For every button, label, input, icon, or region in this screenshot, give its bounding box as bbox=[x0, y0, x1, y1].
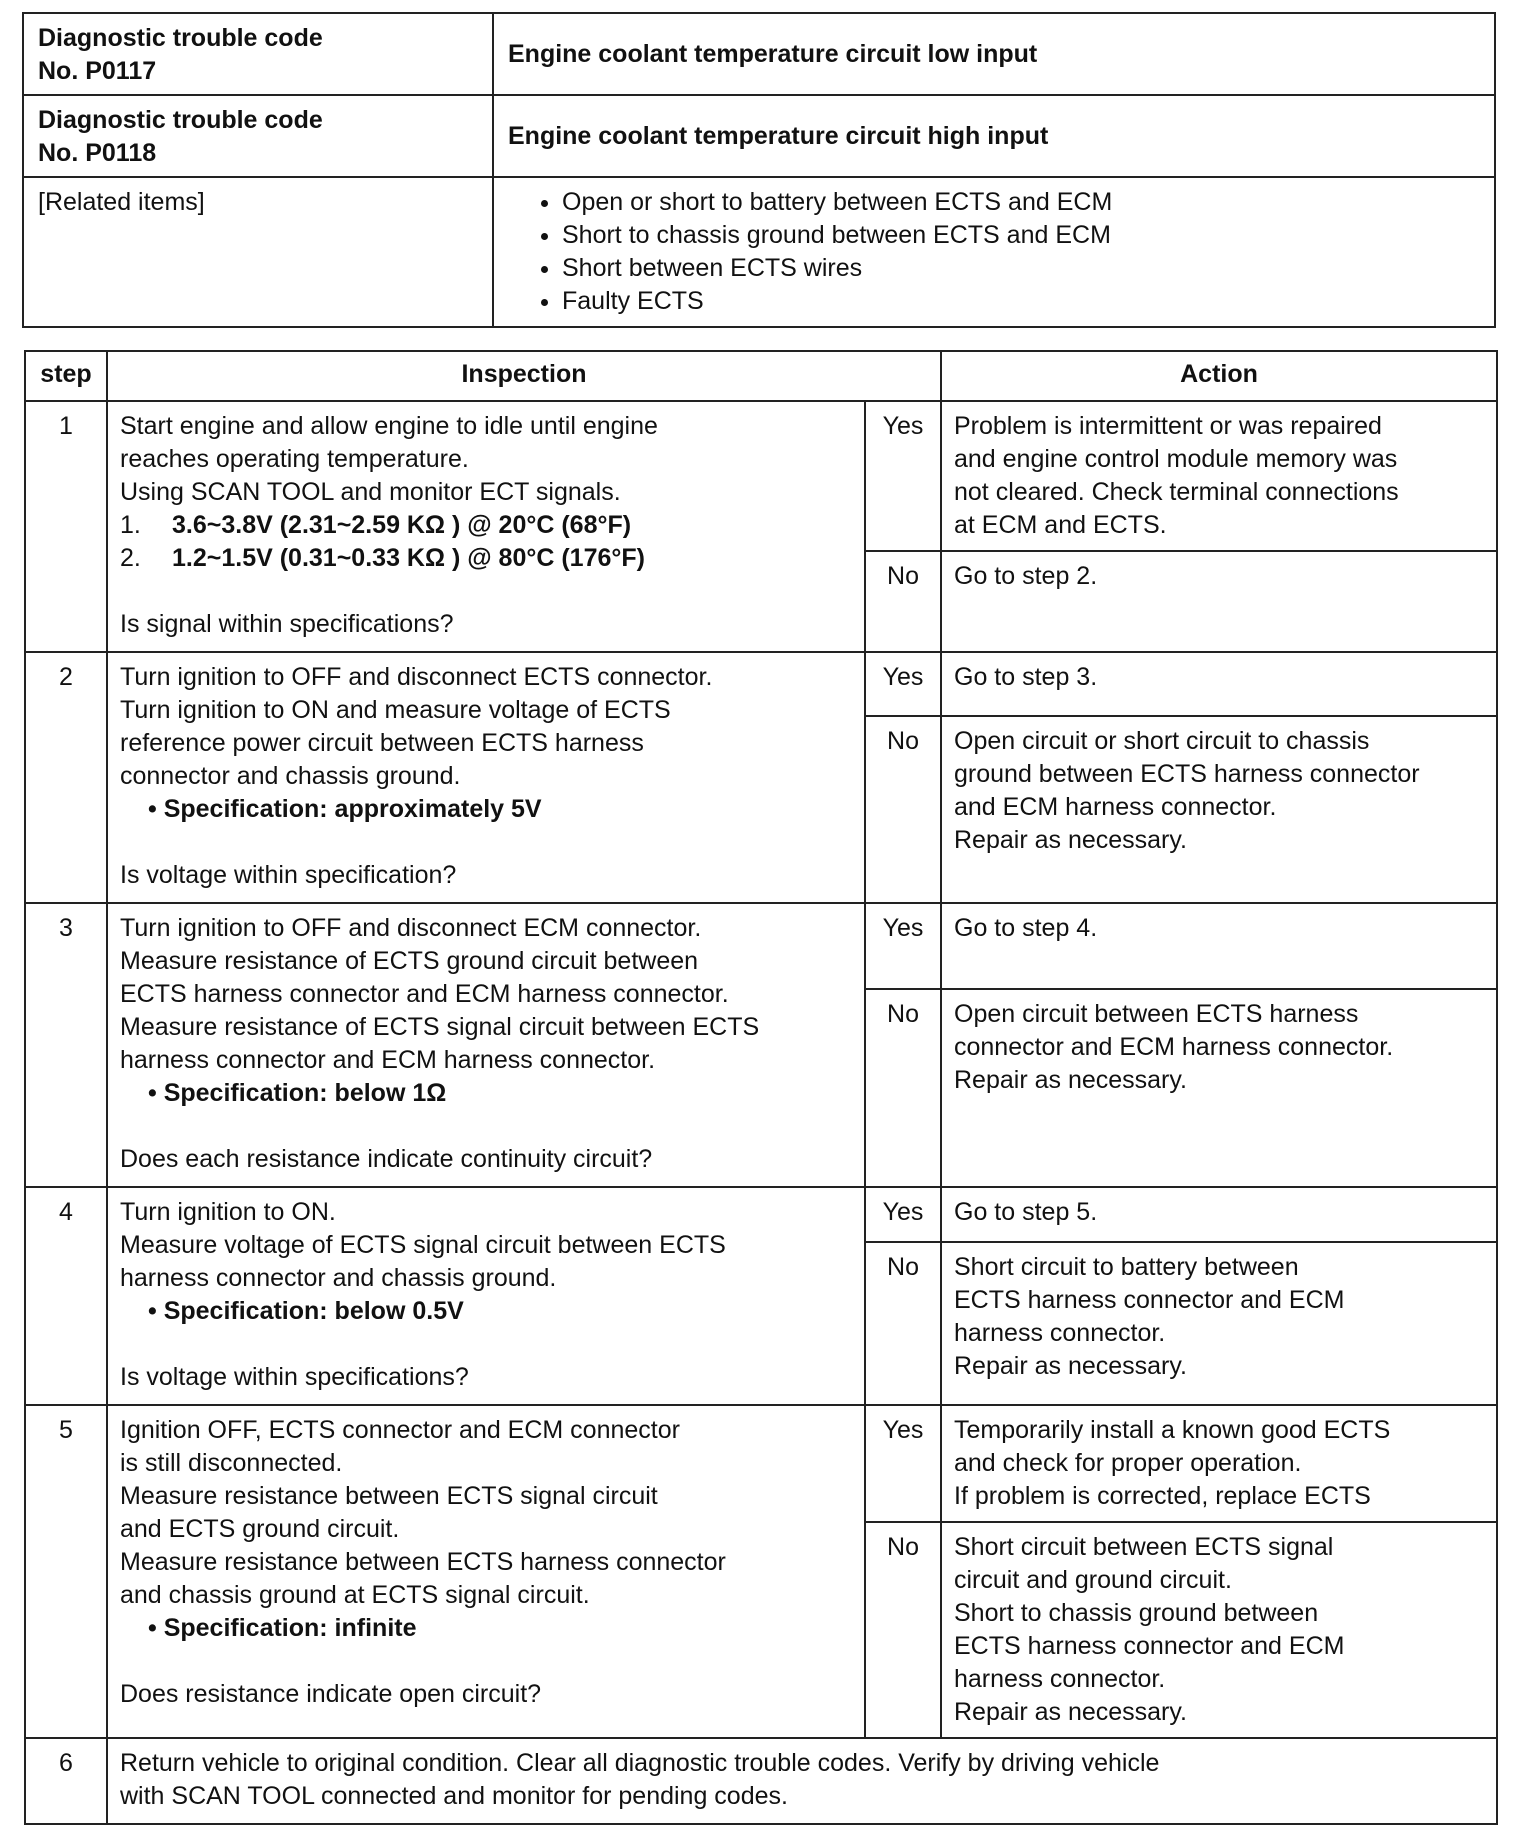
inspection-line: Return vehicle to original condition. Clear all diagnostic trouble codes. Verify by driving vehicle bbox=[120, 1749, 1160, 1777]
yes-action bbox=[941, 1405, 1497, 1522]
steps-table bbox=[24, 350, 1498, 1825]
action-line: Repair as necessary. bbox=[954, 825, 1187, 854]
action-line: at ECM and ECTS. bbox=[954, 511, 1167, 539]
inspection-question: Is voltage within specification? bbox=[120, 861, 457, 889]
inspection-line: Turn ignition to OFF and disconnect ECTS connector. bbox=[120, 663, 713, 691]
no-action bbox=[941, 1522, 1497, 1738]
inspection-line: Ignition OFF, ECTS connector and ECM connector bbox=[120, 1416, 680, 1444]
no-action bbox=[941, 1242, 1497, 1405]
action-line: Go to step 4. bbox=[954, 914, 1098, 942]
inspection-line: ECTS harness connector and ECM harness connector. bbox=[120, 980, 729, 1008]
related-items-row bbox=[23, 177, 1495, 327]
spec-item bbox=[120, 542, 852, 575]
header-inspection: Inspection bbox=[107, 351, 941, 401]
action-line: connector and ECM harness connector. bbox=[954, 1033, 1394, 1062]
no-action bbox=[941, 551, 1497, 652]
dtc-description: Engine coolant temperature circuit low input bbox=[493, 13, 1495, 95]
inspection-line: Measure voltage of ECTS signal circuit between ECTS bbox=[120, 1231, 726, 1259]
action-line: Repair as necessary. bbox=[954, 1698, 1187, 1726]
yes-label: Yes bbox=[865, 652, 941, 716]
inspection-line: Turn ignition to ON and measure voltage of ECTS bbox=[120, 696, 671, 724]
spec-item bbox=[120, 509, 852, 542]
inspection-line: Measure resistance between ECTS harness connector bbox=[120, 1548, 726, 1576]
yes-action bbox=[941, 1187, 1497, 1242]
yes-action bbox=[941, 903, 1497, 989]
dtc-row bbox=[23, 95, 1495, 177]
dtc-label-line: Diagnostic trouble code bbox=[38, 24, 323, 52]
related-item: • Short between ECTS wires bbox=[562, 252, 1480, 285]
related-item: • Faulty ECTS bbox=[562, 285, 1480, 318]
inspection-question: Does resistance indicate open circuit? bbox=[120, 1680, 542, 1708]
inspection-line: Measure resistance of ECTS ground circuit between bbox=[120, 947, 699, 975]
dtc-label bbox=[23, 95, 493, 177]
dtc-description: Engine coolant temperature circuit high input bbox=[493, 95, 1495, 177]
action-line: harness connector. bbox=[954, 1319, 1166, 1348]
action-line: Go to step 3. bbox=[954, 663, 1098, 691]
action-line: not cleared. Check terminal connections bbox=[954, 478, 1399, 506]
inspection-line: reference power circuit between ECTS harness bbox=[120, 729, 644, 757]
related-item: • Open or short to battery between ECTS and ECM bbox=[562, 186, 1480, 219]
inspection-line: Using SCAN TOOL and monitor ECT signals. bbox=[120, 478, 621, 506]
step-row-yes bbox=[25, 401, 1497, 551]
related-items-label: [Related items] bbox=[23, 177, 493, 327]
action-line: Open circuit or short circuit to chassis bbox=[954, 726, 1370, 755]
yes-action bbox=[941, 401, 1497, 551]
action-line: and check for proper operation. bbox=[954, 1449, 1302, 1477]
inspection-line: is still disconnected. bbox=[120, 1449, 343, 1477]
no-action bbox=[941, 989, 1497, 1187]
header-step: step bbox=[25, 351, 107, 401]
step-inspection bbox=[107, 652, 865, 903]
action-line: harness connector. bbox=[954, 1665, 1166, 1693]
dtc-table bbox=[22, 12, 1496, 328]
dtc-code: No. P0117 bbox=[38, 57, 157, 85]
yes-label: Yes bbox=[865, 1405, 941, 1522]
step-row-final bbox=[25, 1738, 1497, 1824]
action-line: and ECM harness connector. bbox=[954, 792, 1277, 821]
inspection-question: Is signal within specifications? bbox=[120, 610, 454, 638]
inspection-line: with SCAN TOOL connected and monitor for pending codes. bbox=[120, 1782, 788, 1810]
no-label: No bbox=[865, 716, 941, 903]
yes-label: Yes bbox=[865, 401, 941, 551]
inspection-line: Turn ignition to OFF and disconnect ECM connector. bbox=[120, 914, 702, 942]
specification: • Specification: below 0.5V bbox=[148, 1297, 464, 1325]
inspection-line: harness connector and chassis ground. bbox=[120, 1264, 557, 1292]
action-line: Go to step 5. bbox=[954, 1198, 1098, 1226]
inspection-line: Turn ignition to ON. bbox=[120, 1198, 336, 1226]
action-line: ECTS harness connector and ECM bbox=[954, 1286, 1345, 1315]
action-line: Short circuit between ECTS signal bbox=[954, 1533, 1334, 1561]
action-line: circuit and ground circuit. bbox=[954, 1566, 1232, 1594]
specification: • Specification: below 1Ω bbox=[148, 1079, 447, 1107]
spec-item-text: 1.2~1.5V (0.31~0.33 KΩ ) @ 80°C (176°F) bbox=[172, 544, 645, 572]
action-line: Open circuit between ECTS harness bbox=[954, 1000, 1359, 1029]
action-line: Short circuit to battery between bbox=[954, 1253, 1299, 1282]
related-item: • Short to chassis ground between ECTS and ECM bbox=[562, 219, 1480, 252]
inspection-line: reaches operating temperature. bbox=[120, 445, 469, 473]
inspection-line: connector and chassis ground. bbox=[120, 762, 461, 790]
step-inspection bbox=[107, 1738, 1497, 1824]
yes-action bbox=[941, 652, 1497, 716]
inspection-line: and ECTS ground circuit. bbox=[120, 1515, 400, 1543]
inspection-line: Measure resistance between ECTS signal circuit bbox=[120, 1482, 658, 1510]
inspection-line: and chassis ground at ECTS signal circuit. bbox=[120, 1581, 590, 1609]
specification: • Specification: infinite bbox=[148, 1614, 417, 1642]
inspection-question: Is voltage within specifications? bbox=[120, 1363, 469, 1391]
spec-item-text: 3.6~3.8V (2.31~2.59 KΩ ) @ 20°C (68°F) bbox=[172, 511, 632, 539]
inspection-line: harness connector and ECM harness connector. bbox=[120, 1046, 656, 1074]
inspection-line: Start engine and allow engine to idle until engine bbox=[120, 412, 658, 440]
dtc-label-line: Diagnostic trouble code bbox=[38, 106, 323, 134]
yes-label: Yes bbox=[865, 1187, 941, 1242]
specification: • Specification: approximately 5V bbox=[148, 795, 542, 823]
no-label: No bbox=[865, 1522, 941, 1738]
action-line: ground between ECTS harness connector bbox=[954, 759, 1420, 788]
step-inspection bbox=[107, 401, 865, 652]
dtc-row bbox=[23, 13, 1495, 95]
step-row-yes bbox=[25, 1405, 1497, 1522]
no-label: No bbox=[865, 989, 941, 1187]
action-line: If problem is corrected, replace ECTS bbox=[954, 1482, 1371, 1510]
spec-item-number: 2. bbox=[120, 544, 141, 572]
yes-label: Yes bbox=[865, 903, 941, 989]
action-line: Repair as necessary. bbox=[954, 1352, 1187, 1381]
inspection-line: Measure resistance of ECTS signal circuit between ECTS bbox=[120, 1013, 760, 1041]
action-line: Repair as necessary. bbox=[954, 1066, 1187, 1095]
action-line: and engine control module memory was bbox=[954, 445, 1398, 473]
step-number: 1 bbox=[25, 401, 107, 652]
no-label: No bbox=[865, 551, 941, 652]
related-items-list bbox=[493, 177, 1495, 327]
step-number: 3 bbox=[25, 903, 107, 1187]
step-number: 2 bbox=[25, 652, 107, 903]
action-line: Problem is intermittent or was repaired bbox=[954, 412, 1382, 440]
step-row-yes bbox=[25, 1187, 1497, 1242]
action-line: ECTS harness connector and ECM bbox=[954, 1632, 1345, 1660]
step-row-yes bbox=[25, 652, 1497, 716]
spec-item-number: 1. bbox=[120, 511, 141, 539]
step-inspection bbox=[107, 1405, 865, 1738]
step-inspection bbox=[107, 903, 865, 1187]
step-row-yes bbox=[25, 903, 1497, 989]
steps-header-row bbox=[25, 351, 1497, 401]
step-number: 6 bbox=[25, 1738, 107, 1824]
action-line: Go to step 2. bbox=[954, 562, 1098, 590]
no-action bbox=[941, 716, 1497, 903]
no-label: No bbox=[865, 1242, 941, 1405]
header-action: Action bbox=[941, 351, 1497, 401]
dtc-code: No. P0118 bbox=[38, 139, 157, 167]
step-number: 5 bbox=[25, 1405, 107, 1738]
action-line: Temporarily install a known good ECTS bbox=[954, 1416, 1391, 1444]
inspection-question: Does each resistance indicate continuity circuit? bbox=[120, 1145, 653, 1173]
action-line: Short to chassis ground between bbox=[954, 1599, 1319, 1627]
dtc-label bbox=[23, 13, 493, 95]
step-number: 4 bbox=[25, 1187, 107, 1405]
step-inspection bbox=[107, 1187, 865, 1405]
